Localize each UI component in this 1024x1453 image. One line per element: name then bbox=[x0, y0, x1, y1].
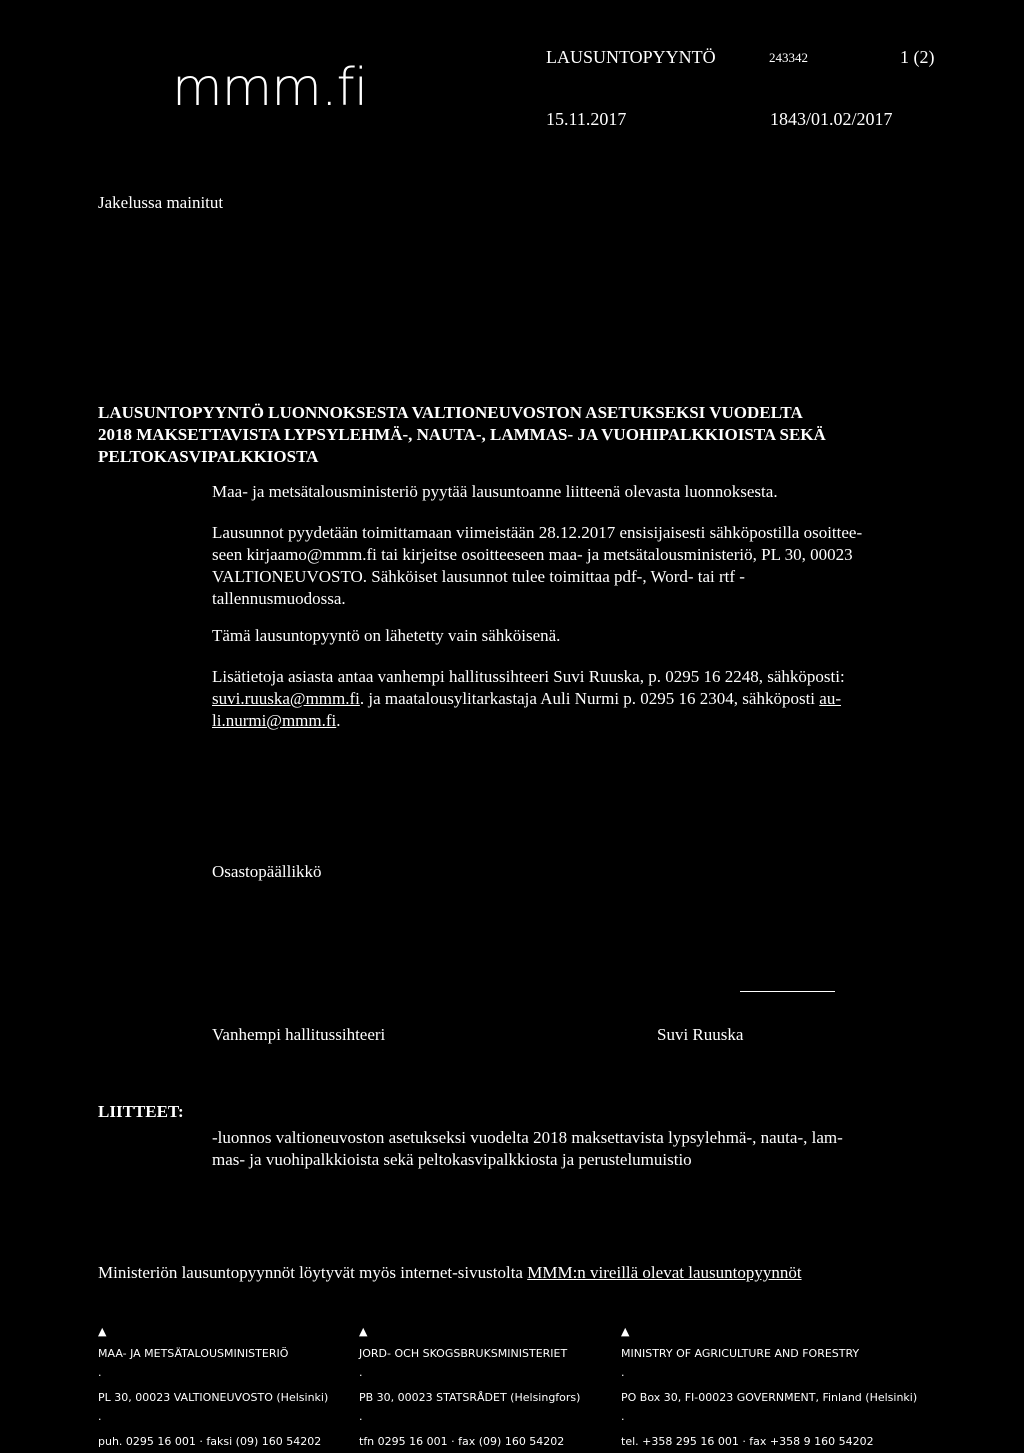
paragraph-line: Maa- ja metsätalousministeriö pyytää lausuntoanne liitteenä olevasta luonnoksesta. bbox=[212, 482, 778, 501]
paragraph-line: Tämä lausuntopyyntö on lähetetty vain sähköisenä. bbox=[212, 626, 561, 645]
doc-number: 243342 bbox=[769, 50, 808, 65]
signer-name: Suvi Ruuska bbox=[657, 1025, 744, 1044]
attachments-list bbox=[212, 1127, 843, 1171]
doc-type: LAUSUNTOPYYNTÖ bbox=[546, 47, 716, 67]
logo: mmm.fi bbox=[172, 58, 368, 118]
paragraph-line: Lisätietoja asiasta antaa vanhempi hallitussihteeri Suvi Ruuska, p. 0295 16 2248, sähköposti: bbox=[212, 667, 845, 686]
footer-address: · PO Box 30, FI-00023 GOVERNMENT, Finland (Helsinki) bbox=[621, 1369, 918, 1404]
contact-text: . bbox=[336, 711, 341, 730]
paragraph-line bbox=[212, 688, 932, 710]
website-text: Ministeriön lausuntopyynnöt löytyvät myös internet-sivustolta bbox=[98, 1263, 528, 1282]
footer-swedish bbox=[359, 1321, 580, 1453]
reference-number: 1843/01.02/2017 bbox=[770, 109, 893, 129]
paragraph-electronic bbox=[212, 625, 932, 647]
footer-phone: · tfn 0295 16 001 · fax (09) 160 54202 bbox=[359, 1413, 565, 1448]
footer-english bbox=[621, 1321, 917, 1453]
title-line: PELTOKASVIPALKKIOSTA bbox=[98, 447, 319, 466]
paragraph-line: tallennusmuodossa. bbox=[212, 589, 346, 608]
signer-position-secretary: Vanhempi hallitussihteeri bbox=[212, 1025, 386, 1044]
signer-position-head: Osastopäällikkö bbox=[212, 862, 322, 881]
footer-phone: · tel. +358 295 16 001 · fax +358 9 160 54202 bbox=[621, 1413, 874, 1448]
website-note bbox=[98, 1263, 802, 1283]
email-link-nurmi-part1[interactable]: au- bbox=[819, 689, 842, 708]
email-link-nurmi-part2[interactable]: li.nurmi@mmm.fi bbox=[212, 711, 337, 730]
paragraph-contact bbox=[212, 666, 932, 732]
attachments-label: LIITTEET: bbox=[98, 1102, 184, 1121]
signature-line bbox=[740, 991, 835, 992]
footer-address: · PB 30, 00023 STATSRÅDET (Helsingfors) bbox=[359, 1369, 581, 1404]
paragraph-deadline bbox=[212, 522, 932, 610]
paragraph-line: Lausunnot pyydetään toimittamaan viimeistään 28.12.2017 ensisijaisesti sähköpostilla osoittee- bbox=[212, 523, 863, 542]
paragraph-line: VALTIONEUVOSTO. Sähköiset lausunnot tulee toimittaa pdf-, Word- tai rtf - bbox=[212, 567, 745, 586]
footer-name: ▲ MAA- JA METSÄTALOUSMINISTERIÖ bbox=[98, 1325, 289, 1360]
paragraph-line: seen kirjaamo@mmm.fi tai kirjeitse osoitteeseen maa- ja metsätalousministeriö, PL 30, 00023 bbox=[212, 545, 853, 564]
attachment-line: mas- ja vuohipalkkioista sekä peltokasvipalkkiosta ja perustelumuistio bbox=[212, 1150, 692, 1169]
paragraph-request bbox=[212, 481, 932, 503]
page-number: 1 (2) bbox=[900, 47, 935, 67]
document-title bbox=[98, 402, 826, 468]
title-line: 2018 MAKSETTAVISTA LYPSYLEHMÄ-, NAUTA-, LAMMAS- JA VUOHIPALKKIOISTA SEKÄ bbox=[98, 425, 826, 444]
footer-phone: · puh. 0295 16 001 · faksi (09) 160 54202 bbox=[98, 1413, 322, 1448]
attachment-line: -luonnos valtioneuvoston asetukseksi vuodelta 2018 maksettavista lypsylehmä-, nauta-, lam- bbox=[212, 1128, 843, 1147]
footer-finnish bbox=[98, 1321, 328, 1453]
doc-date: 15.11.2017 bbox=[546, 109, 627, 129]
title-line: LAUSUNTOPYYNTÖ LUONNOKSESTA VALTIONEUVOSTON ASETUKSEKSI VUODELTA bbox=[98, 403, 803, 422]
footer-name: ▲ JORD- OCH SKOGSBRUKSMINISTERIET bbox=[359, 1325, 568, 1360]
email-link-ruuska[interactable]: suvi.ruuska@mmm.fi bbox=[212, 689, 360, 708]
contact-text: . ja maatalousylitarkastaja Auli Nurmi p. 0295 16 2304, sähköposti bbox=[359, 689, 820, 708]
website-link[interactable]: MMM:n vireillä olevat lausuntopyynnöt bbox=[527, 1263, 802, 1282]
recipient: Jakelussa mainitut bbox=[98, 193, 224, 212]
paragraph-line bbox=[212, 710, 932, 732]
footer-address: · PL 30, 00023 VALTIONEUVOSTO (Helsinki) bbox=[98, 1369, 329, 1404]
footer-name: ▲ MINISTRY OF AGRICULTURE AND FORESTRY bbox=[621, 1325, 860, 1360]
